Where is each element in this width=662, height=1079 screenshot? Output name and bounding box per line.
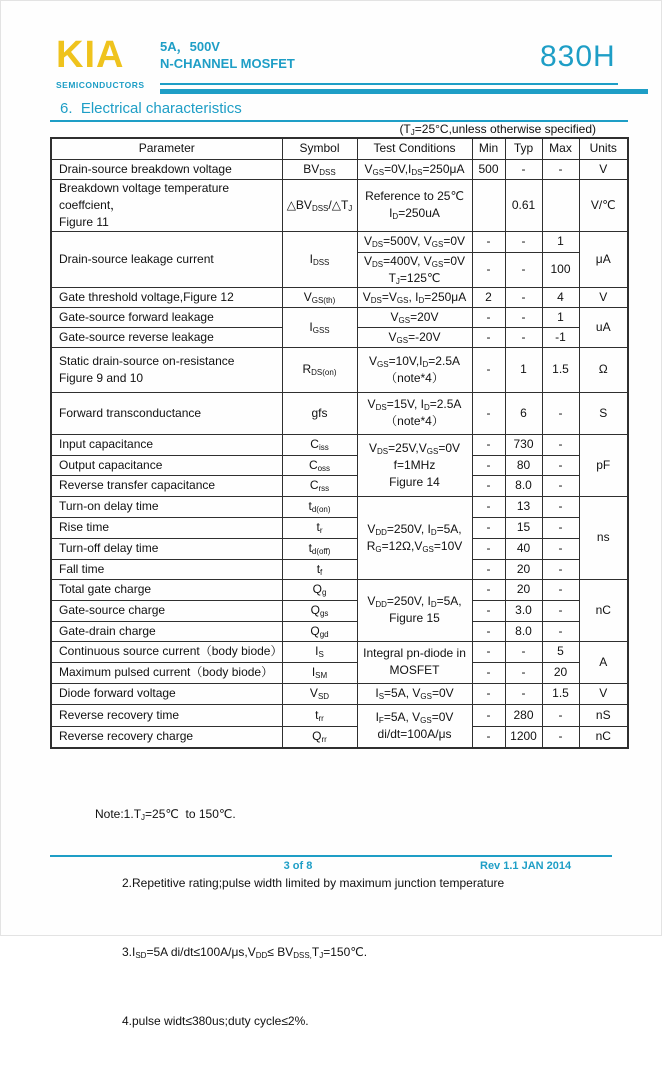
cell-units: nC <box>579 726 628 748</box>
cell-conditions: $V_{DD}=250V$, $I_D=5A$, Figure 15 <box>357 579 472 641</box>
cell-parameter: Turn-off delay time <box>51 538 282 559</box>
cell-min: - <box>472 559 505 579</box>
table-row <box>51 475 628 496</box>
cell-max <box>542 179 579 231</box>
column-header-parameter: Parameter <box>51 138 282 159</box>
cell-parameter: Diode forward voltage <box>51 683 282 704</box>
cell-typ: 20 <box>505 559 542 579</box>
cell-min: - <box>472 434 505 455</box>
cell-typ: - <box>505 662 542 683</box>
cell-conditions: $V_{GS}=0V,I_{DS}=250\mu A$ <box>357 159 472 179</box>
cell-max: 4 <box>542 287 579 307</box>
cell-min: - <box>472 496 505 517</box>
cell-typ: 40 <box>505 538 542 559</box>
cell-parameter: Turn-on delay time <box>51 496 282 517</box>
table-row <box>51 434 628 455</box>
part-number: 830H <box>540 40 616 73</box>
footer-rule <box>50 855 612 857</box>
column-header-typ: Typ <box>505 138 542 159</box>
table-row <box>51 392 628 434</box>
cell-typ: 0.61 <box>505 179 542 231</box>
cell-max: - <box>542 434 579 455</box>
table-row <box>51 579 628 600</box>
cell-symbol: $Q_g$ <box>282 579 357 600</box>
table-row <box>51 517 628 538</box>
cell-parameter: Total gate charge <box>51 579 282 600</box>
cell-typ: 20 <box>505 579 542 600</box>
spec-table <box>50 137 629 749</box>
cell-units: V <box>579 683 628 704</box>
cell-typ: 3.0 <box>505 600 542 621</box>
cell-conditions: $V_{DS}=25V,V_{GS}=0V$ f=1MHz Figure 14 <box>357 434 472 496</box>
cell-units: Ω <box>579 347 628 392</box>
cell-min: - <box>472 662 505 683</box>
product-rating: 5A，500V <box>160 39 220 54</box>
cell-typ: - <box>505 287 542 307</box>
cell-typ: - <box>505 252 542 287</box>
table-row <box>51 455 628 475</box>
table-row <box>51 704 628 726</box>
cell-parameter: Drain-source breakdown voltage <box>51 159 282 179</box>
cell-max: 1.5 <box>542 347 579 392</box>
cell-max: - <box>542 600 579 621</box>
cell-min: - <box>472 231 505 252</box>
cell-typ: - <box>505 683 542 704</box>
cell-parameter: Gate-source forward leakage <box>51 307 282 327</box>
column-header-min: Min <box>472 138 505 159</box>
kia-logo: KIA <box>56 34 125 76</box>
cell-conditions: Integral pn-diode in MOSFET <box>357 641 472 683</box>
cell-symbol: $\triangle BV_{DSS}/\triangle T_J$ <box>282 179 357 231</box>
table-row <box>51 662 628 683</box>
table-row <box>51 683 628 704</box>
cell-parameter: Input capacitance <box>51 434 282 455</box>
revision-label: Rev 1.1 JAN 2014 <box>480 860 572 872</box>
note-line-4: 4.pulse widt≤380us;duty cycle≤2%. <box>122 1014 309 1028</box>
cell-parameter: Gate-source charge <box>51 600 282 621</box>
note-line-2: 2.Repetitive rating;pulse width limited by maximum junction temperature <box>122 876 505 890</box>
cell-units: pF <box>579 434 628 496</box>
cell-max: - <box>542 496 579 517</box>
cell-parameter: Reverse transfer capacitance <box>51 475 282 496</box>
cell-conditions: $V_{DD}=250V$, $I_D=5A$, $R_G=12\Omega,V_{GS}=10V$ <box>357 496 472 579</box>
table-row <box>51 600 628 621</box>
cell-parameter: Gate threshold voltage,Figure 12 <box>51 287 282 307</box>
cell-parameter: Breakdown voltage temperature coeffcient， Figure 11 <box>51 179 282 231</box>
cell-conditions: $V_{DS}=400V$, $V_{GS}=0V$ $T_J=125℃$ <box>357 252 472 287</box>
cell-parameter: Gate-source reverse leakage <box>51 327 282 347</box>
cell-min <box>472 179 505 231</box>
cell-symbol: $t_{d(off)}$ <box>282 538 357 559</box>
cell-max: - <box>542 455 579 475</box>
cell-min: - <box>472 538 505 559</box>
cell-max: - <box>542 621 579 641</box>
cell-min: 2 <box>472 287 505 307</box>
cell-min: - <box>472 307 505 327</box>
cell-symbol: gfs <box>282 392 357 434</box>
cell-min: 500 <box>472 159 505 179</box>
cell-typ: 6 <box>505 392 542 434</box>
table-row <box>51 179 628 231</box>
cell-max: - <box>542 559 579 579</box>
cell-min: - <box>472 392 505 434</box>
cell-max: - <box>542 392 579 434</box>
cell-symbol: $BV_{DSS}$ <box>282 159 357 179</box>
cell-max: 5 <box>542 641 579 662</box>
test-condition-note: ($T_J=25^\circ C,unless$ otherwise specified) <box>399 122 596 137</box>
cell-parameter: Rise time <box>51 517 282 538</box>
cell-min: - <box>472 704 505 726</box>
table-row <box>51 726 628 748</box>
cell-symbol: $C_{oss}$ <box>282 455 357 475</box>
table-row <box>51 559 628 579</box>
cell-units: μA <box>579 231 628 287</box>
column-header-conditions: Test Conditions <box>357 138 472 159</box>
cell-max: - <box>542 704 579 726</box>
cell-conditions: $V_{GS}=-20V$ <box>357 327 472 347</box>
cell-conditions: $I_F=5A$, $V_{GS}=0V$ di/dt=100A/μs <box>357 704 472 748</box>
table-row <box>51 641 628 662</box>
kia-logo-subtitle: SEMICONDUCTORS <box>56 80 145 90</box>
cell-min: - <box>472 455 505 475</box>
notes-block <box>95 757 504 1079</box>
cell-min: - <box>472 517 505 538</box>
cell-units: S <box>579 392 628 434</box>
cell-conditions: Reference to 25℃ $I_D=250uA$ <box>357 179 472 231</box>
cell-min: - <box>472 683 505 704</box>
cell-max: - <box>542 726 579 748</box>
cell-units: A <box>579 641 628 683</box>
cell-typ: 8.0 <box>505 475 542 496</box>
cell-symbol: $t_r$ <box>282 517 357 538</box>
cell-parameter: Gate-drain charge <box>51 621 282 641</box>
cell-symbol: $I_S$ <box>282 641 357 662</box>
cell-min: - <box>472 252 505 287</box>
cell-typ: 8.0 <box>505 621 542 641</box>
table-row <box>51 347 628 392</box>
cell-symbol: $V_{GS(th)}$ <box>282 287 357 307</box>
cell-max: 1 <box>542 307 579 327</box>
table-row <box>51 287 628 307</box>
cell-parameter: Static drain-source on-resistance Figure 9 and 10 <box>51 347 282 392</box>
cell-min: - <box>472 327 505 347</box>
cell-parameter: Fall time <box>51 559 282 579</box>
cell-symbol: $V_{SD}$ <box>282 683 357 704</box>
cell-min: - <box>472 621 505 641</box>
product-summary <box>160 38 295 72</box>
column-header-max: Max <box>542 138 579 159</box>
cell-max: - <box>542 159 579 179</box>
cell-min: - <box>472 579 505 600</box>
cell-max: - <box>542 517 579 538</box>
cell-units: V <box>579 159 628 179</box>
cell-units: nS <box>579 704 628 726</box>
cell-units: ns <box>579 496 628 579</box>
table-row <box>51 307 628 327</box>
cell-symbol: $C_{iss}$ <box>282 434 357 455</box>
table-row <box>51 496 628 517</box>
cell-symbol: $C_{rss}$ <box>282 475 357 496</box>
cell-parameter: Output capacitance <box>51 455 282 475</box>
cell-max: 100 <box>542 252 579 287</box>
cell-typ: - <box>505 159 542 179</box>
cell-units: V <box>579 287 628 307</box>
cell-parameter: Continuous source current（body biode） <box>51 641 282 662</box>
header-rule-thin <box>160 83 618 85</box>
cell-parameter: Reverse recovery time <box>51 704 282 726</box>
cell-min: - <box>472 641 505 662</box>
cell-max: 20 <box>542 662 579 683</box>
cell-typ: - <box>505 307 542 327</box>
cell-min: - <box>472 600 505 621</box>
cell-typ: 1200 <box>505 726 542 748</box>
cell-max: - <box>542 475 579 496</box>
cell-typ: 280 <box>505 704 542 726</box>
spec-table-body <box>51 159 628 748</box>
cell-units: uA <box>579 307 628 347</box>
cell-min: - <box>472 475 505 496</box>
cell-conditions: $V_{DS}=15V$, $I_D=2.5A$ （note*4） <box>357 392 472 434</box>
cell-symbol: $Q_{gd}$ <box>282 621 357 641</box>
cell-max: 1.5 <box>542 683 579 704</box>
cell-conditions: $V_{GS}=20V$ <box>357 307 472 327</box>
cell-units: nC <box>579 579 628 641</box>
cell-units: V/℃ <box>579 179 628 231</box>
cell-min: - <box>472 726 505 748</box>
cell-typ: 80 <box>505 455 542 475</box>
product-type: N-CHANNEL MOSFET <box>160 56 295 71</box>
cell-symbol: $I_{GSS}$ <box>282 307 357 347</box>
cell-symbol: $Q_{gs}$ <box>282 600 357 621</box>
header-row <box>51 138 628 159</box>
cell-parameter: Maximum pulsed current（body biode） <box>51 662 282 683</box>
page-number: 3 of 8 <box>283 860 313 872</box>
cell-typ: - <box>505 641 542 662</box>
spec-table-head <box>51 138 628 159</box>
table-row <box>51 159 628 179</box>
cell-parameter: Reverse recovery charge <box>51 726 282 748</box>
cell-typ: - <box>505 327 542 347</box>
cell-parameter: Drain-source leakage current <box>51 231 282 287</box>
cell-conditions: $V_{DS}=500V$, $V_{GS}=0V$ <box>357 231 472 252</box>
cell-typ: 1 <box>505 347 542 392</box>
cell-typ: 15 <box>505 517 542 538</box>
header-rule-thick <box>160 89 648 94</box>
table-row <box>51 538 628 559</box>
cell-symbol: $t_{d(on)}$ <box>282 496 357 517</box>
cell-max: -1 <box>542 327 579 347</box>
table-row <box>51 231 628 252</box>
cell-typ: 13 <box>505 496 542 517</box>
cell-conditions: $V_{GS}=10V,I_D=2.5A$ （note*4） <box>357 347 472 392</box>
cell-symbol: $Q_{rr}$ <box>282 726 357 748</box>
cell-typ: 730 <box>505 434 542 455</box>
section-title: 6. Electrical characteristics <box>60 100 242 117</box>
cell-parameter: Forward transconductance <box>51 392 282 434</box>
cell-typ: - <box>505 231 542 252</box>
note-line-1: $Note:1.T_J=25℃$ to 150℃. <box>95 807 236 822</box>
cell-max: - <box>542 579 579 600</box>
cell-max: - <box>542 538 579 559</box>
cell-symbol: $R_{DS(on)}$ <box>282 347 357 392</box>
table-row <box>51 621 628 641</box>
cell-conditions: $I_S=5A$, $V_{GS}=0V$ <box>357 683 472 704</box>
cell-symbol: $t_f$ <box>282 559 357 579</box>
cell-min: - <box>472 347 505 392</box>
note-line-3: $3.I_{SD}=5A$ $di/dt\le 100A/\mu s,V_{DD}\le$ $BV_{DSS,}T_J=150℃$. <box>122 945 368 960</box>
column-header-units: Units <box>579 138 628 159</box>
column-header-symbol: Symbol <box>282 138 357 159</box>
cell-symbol: $t_{rr}$ <box>282 704 357 726</box>
cell-max: 1 <box>542 231 579 252</box>
cell-conditions: $V_{DS}=V_{GS}$, $I_D=250\mu A$ <box>357 287 472 307</box>
cell-symbol: $I_{DSS}$ <box>282 231 357 287</box>
cell-symbol: $I_{SM}$ <box>282 662 357 683</box>
